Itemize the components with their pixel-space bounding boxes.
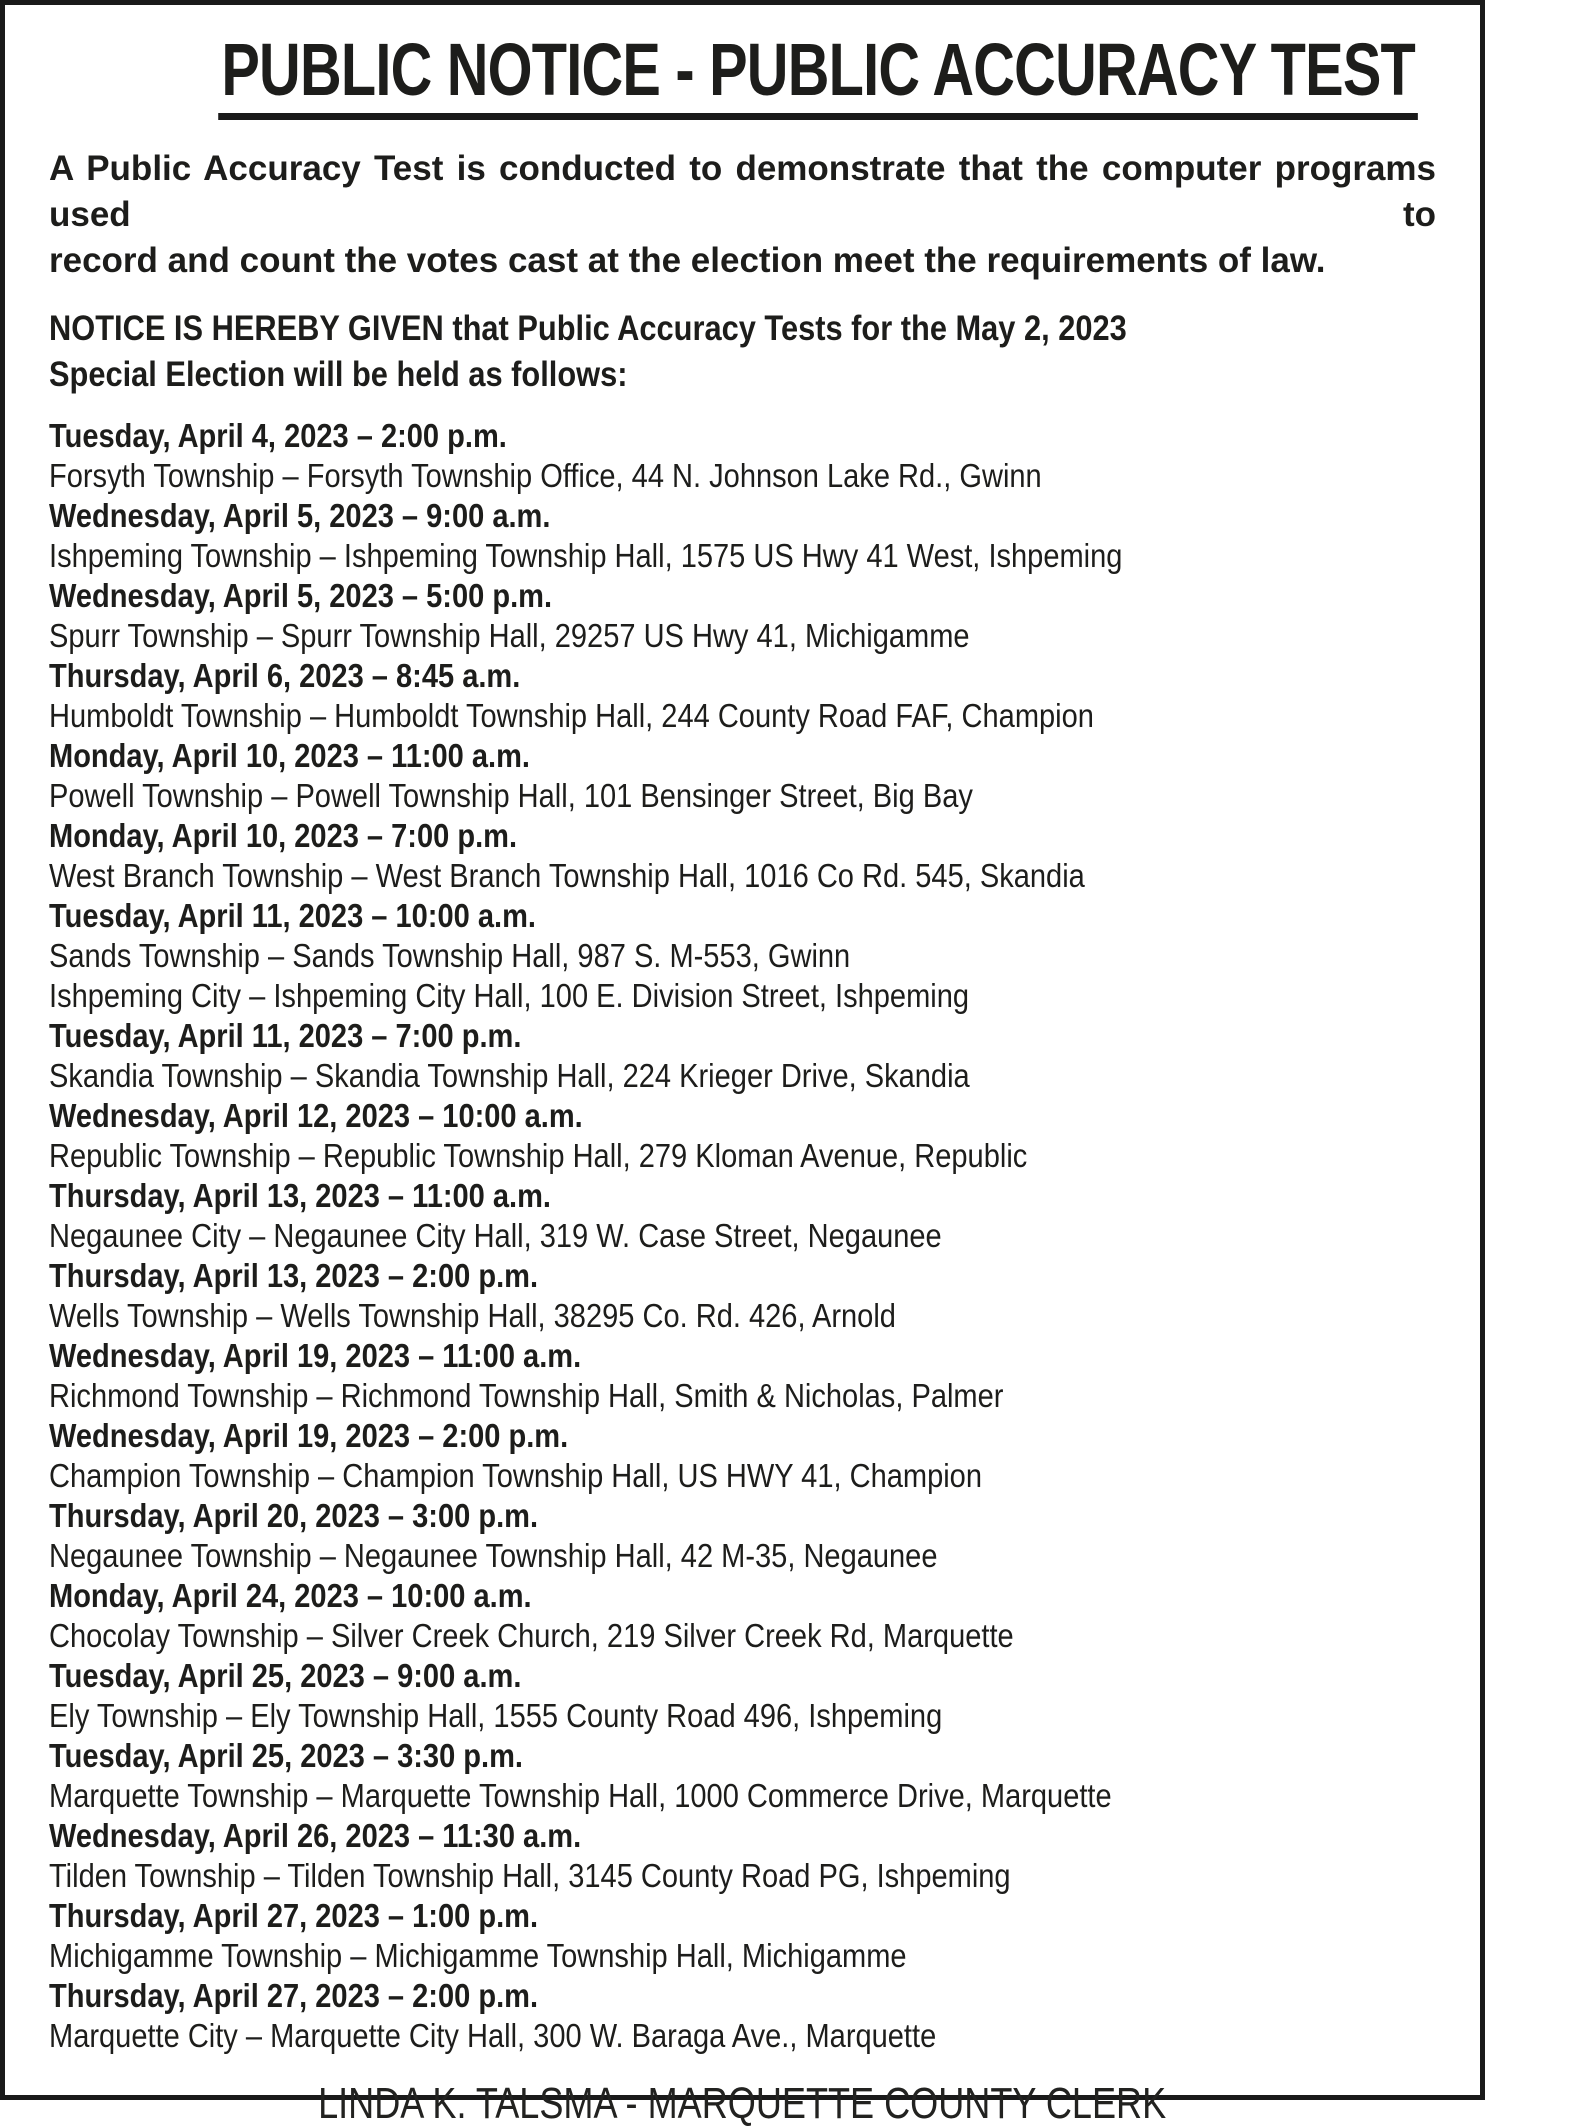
notice-given-paragraph [49,306,1436,398]
schedule-date-line: Thursday, April 13, 2023 – 11:00 a.m. [49,1176,552,1214]
schedule-list [49,416,1436,2056]
schedule-date-line: Wednesday, April 19, 2023 – 11:00 a.m. [49,1336,582,1374]
schedule-date-line: Wednesday, April 26, 2023 – 11:30 a.m. [49,1816,582,1854]
schedule-location-line: Forsyth Township – Forsyth Township Office, 44 N. Johnson Lake Rd., Gwinn [49,456,1042,494]
schedule-location-line: Negaunee Township – Negaunee Township Hall, 42 M-35, Negaunee [49,1536,938,1574]
schedule-location-line: Richmond Township – Richmond Township Hall, Smith & Nicholas, Palmer [49,1376,1004,1414]
schedule-date-line: Tuesday, April 11, 2023 – 10:00 a.m. [49,896,536,934]
schedule-date-line: Thursday, April 27, 2023 – 1:00 p.m. [49,1896,539,1934]
schedule-location-line: Michigamme Township – Michigamme Township Hall, Michigamme [49,1936,907,1974]
schedule-location-line: Wells Township – Wells Township Hall, 38295 Co. Rd. 426, Arnold [49,1296,896,1334]
schedule-location-line: Ely Township – Ely Township Hall, 1555 County Road 496, Ishpeming [49,1696,943,1734]
intro-line-1: A Public Accuracy Test is conducted to demonstrate that the computer programs used to [49,148,1436,234]
schedule-date-line: Tuesday, April 11, 2023 – 7:00 p.m. [49,1016,522,1054]
notice-line-1: NOTICE IS HEREBY GIVEN that Public Accuracy Tests for the May 2, 2023 [49,308,1127,348]
schedule-date-line: Thursday, April 27, 2023 – 2:00 p.m. [49,1976,539,2014]
schedule-date-line: Wednesday, April 12, 2023 – 10:00 a.m. [49,1096,583,1134]
schedule-location-line: Republic Township – Republic Township Hall, 279 Kloman Avenue, Republic [49,1136,1028,1174]
schedule-date-line: Monday, April 10, 2023 – 7:00 p.m. [49,816,518,854]
schedule-location-line: Marquette Township – Marquette Township Hall, 1000 Commerce Drive, Marquette [49,1776,1112,1814]
schedule-location-line: Chocolay Township – Silver Creek Church, 219 Silver Creek Rd, Marquette [49,1616,1014,1654]
page-title [49,28,1436,120]
schedule-date-line: Thursday, April 20, 2023 – 3:00 p.m. [49,1496,539,1534]
schedule-date-line: Monday, April 24, 2023 – 10:00 a.m. [49,1576,532,1614]
schedule-location-line: Spurr Township – Spurr Township Hall, 29257 US Hwy 41, Michigamme [49,616,970,654]
clerk-signature-text: LINDA K. TALSMA - MARQUETTE COUNTY CLERK [318,2078,1167,2128]
schedule-date-line: Wednesday, April 5, 2023 – 5:00 p.m. [49,576,553,614]
schedule-location-line: Negaunee City – Negaunee City Hall, 319 W. Case Street, Negaunee [49,1216,942,1254]
intro-line-2: record and count the votes cast at the election meet the requirements of law. [49,240,1326,280]
schedule-date-line: Wednesday, April 19, 2023 – 2:00 p.m. [49,1416,569,1454]
schedule-date-line: Tuesday, April 25, 2023 – 9:00 a.m. [49,1656,522,1694]
schedule-date-line: Tuesday, April 4, 2023 – 2:00 p.m. [49,416,507,454]
schedule-location-line: West Branch Township – West Branch Township Hall, 1016 Co Rd. 545, Skandia [49,856,1085,894]
schedule-date-line: Thursday, April 6, 2023 – 8:45 a.m. [49,656,521,694]
schedule-date-line: Wednesday, April 5, 2023 – 9:00 a.m. [49,496,551,534]
schedule-date-line: Tuesday, April 25, 2023 – 3:30 p.m. [49,1736,524,1774]
schedule-location-line: Marquette City – Marquette City Hall, 300 W. Baraga Ave., Marquette [49,2016,937,2054]
notice-line-2: Special Election will be held as follows: [49,354,628,394]
schedule-location-line: Tilden Township – Tilden Township Hall, 3145 County Road PG, Ishpeming [49,1856,1011,1894]
schedule-location-line: Skandia Township – Skandia Township Hall, 224 Krieger Drive, Skandia [49,1056,970,1094]
schedule-location-line: Ishpeming City – Ishpeming City Hall, 100 E. Division Street, Ishpeming [49,976,970,1014]
schedule-location-line: Humboldt Township – Humboldt Township Hall, 244 County Road FAF, Champion [49,696,1094,734]
intro-paragraph [49,146,1436,284]
schedule-date-line: Thursday, April 13, 2023 – 2:00 p.m. [49,1256,539,1294]
schedule-date-line: Monday, April 10, 2023 – 11:00 a.m. [49,736,531,774]
clerk-signature-line [49,2080,1436,2128]
schedule-location-line: Ishpeming Township – Ishpeming Township Hall, 1575 US Hwy 41 West, Ishpeming [49,536,1123,574]
schedule-location-line: Champion Township – Champion Township Hall, US HWY 41, Champion [49,1456,982,1494]
schedule-location-line: Sands Township – Sands Township Hall, 987 S. M-553, Gwinn [49,936,851,974]
page-title-text: PUBLIC NOTICE - PUBLIC ACCURACY TEST [218,31,1418,120]
schedule-location-line: Powell Township – Powell Township Hall, 101 Bensinger Street, Big Bay [49,776,973,814]
